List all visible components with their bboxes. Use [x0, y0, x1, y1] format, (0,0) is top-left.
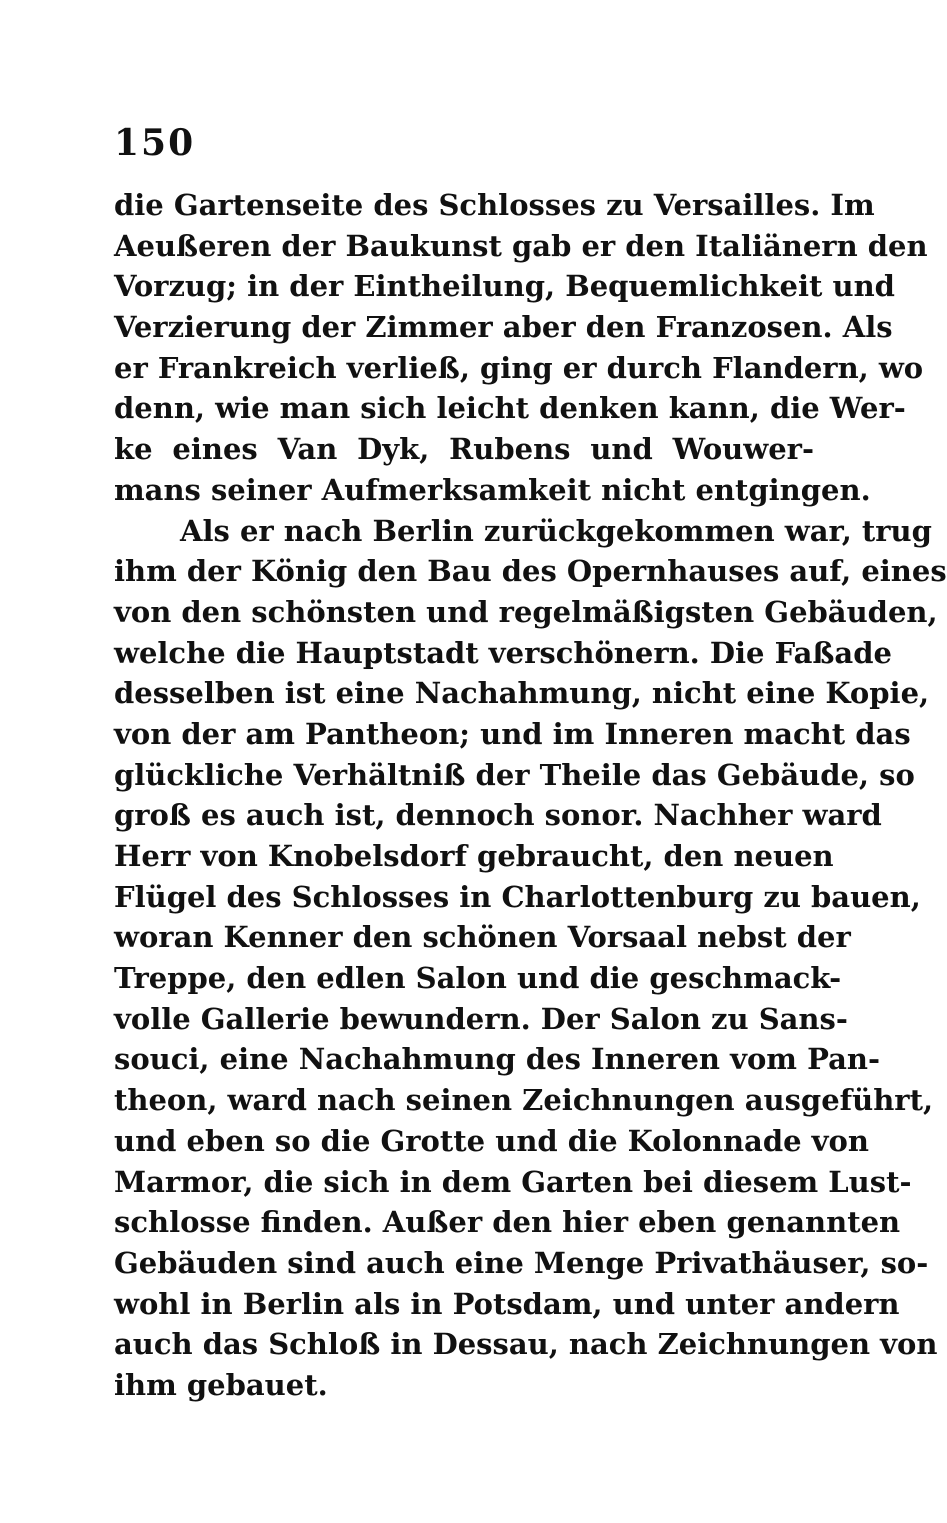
text-line: schlosse finden. Außer den hier eben genannten [114, 1205, 901, 1240]
text-line: auch das Schloß in Dessau, nach Zeichnungen von [114, 1327, 938, 1362]
text-line: desselben ist eine Nachahmung, nicht eine Kopie, [114, 676, 930, 711]
body-text [114, 185, 947, 1406]
text-line: theon, ward nach seinen Zeichnungen ausgeführt, [114, 1083, 934, 1118]
text-line: Treppe, den edlen Salon und die geschmack- [114, 961, 842, 996]
text-line: mans seiner Aufmerksamkeit nicht entgingen. [114, 472, 871, 507]
text-line: welche die Hauptstadt verschönern. Die Faßade [114, 635, 892, 670]
text-line: volle Gallerie bewundern. Der Salon zu Sans- [114, 1001, 848, 1036]
text-line: glückliche Verhältniß der Theile das Gebäude, so [114, 757, 915, 792]
text-line: von der am Pantheon; und im Inneren macht das [114, 716, 911, 751]
text-line: Aeußeren der Baukunst gab er den Italiänern den [114, 228, 928, 263]
text-line: ke eines Van Dyk, Rubens und Wouwer- [114, 432, 814, 467]
text-line: ihm der König den Bau des Opernhauses auf, eines [114, 554, 947, 589]
text-line: die Gartenseite des Schlosses zu Versailles. Im [114, 188, 875, 222]
text-line: woran Kenner den schönen Vorsaal nebst der [114, 920, 851, 955]
page-number: 150 [114, 122, 196, 164]
text-line: Herr von Knobelsdorf gebraucht, den neuen [114, 839, 834, 873]
text-line: denn, wie man sich leicht denken kann, die Wer- [114, 391, 906, 426]
text-line: souci, eine Nachahmung des Inneren vom Pan- [114, 1042, 881, 1077]
text-line: Marmor, die sich in dem Garten bei diesem Lust- [114, 1164, 912, 1199]
text-line: Vorzug; in der Eintheilung, Bequemlichkeit und [114, 269, 895, 304]
text-line: Verzierung der Zimmer aber den Franzosen. Als [114, 310, 893, 345]
text-line: und eben so die Grotte und die Kolonnade von [114, 1123, 869, 1158]
text-line: von den schönsten und regelmäßigsten Gebäuden, [114, 594, 938, 629]
text-line: groß es auch ist, dennoch sonor. Nachher ward [114, 798, 882, 833]
text-line: Gebäuden sind auch eine Menge Privathäuser, so- [114, 1245, 929, 1280]
text-line: wohl in Berlin als in Potsdam, und unter andern [114, 1286, 900, 1321]
text-line: er Frankreich verließ, ging er durch Flandern, wo [114, 350, 924, 385]
text-line: ihm gebauet. [114, 1367, 328, 1402]
paragraph-start-line: Als er nach Berlin zurückgekommen war, trug [180, 513, 932, 548]
text-line: Flügel des Schlosses in Charlottenburg zu bauen, [114, 879, 921, 914]
